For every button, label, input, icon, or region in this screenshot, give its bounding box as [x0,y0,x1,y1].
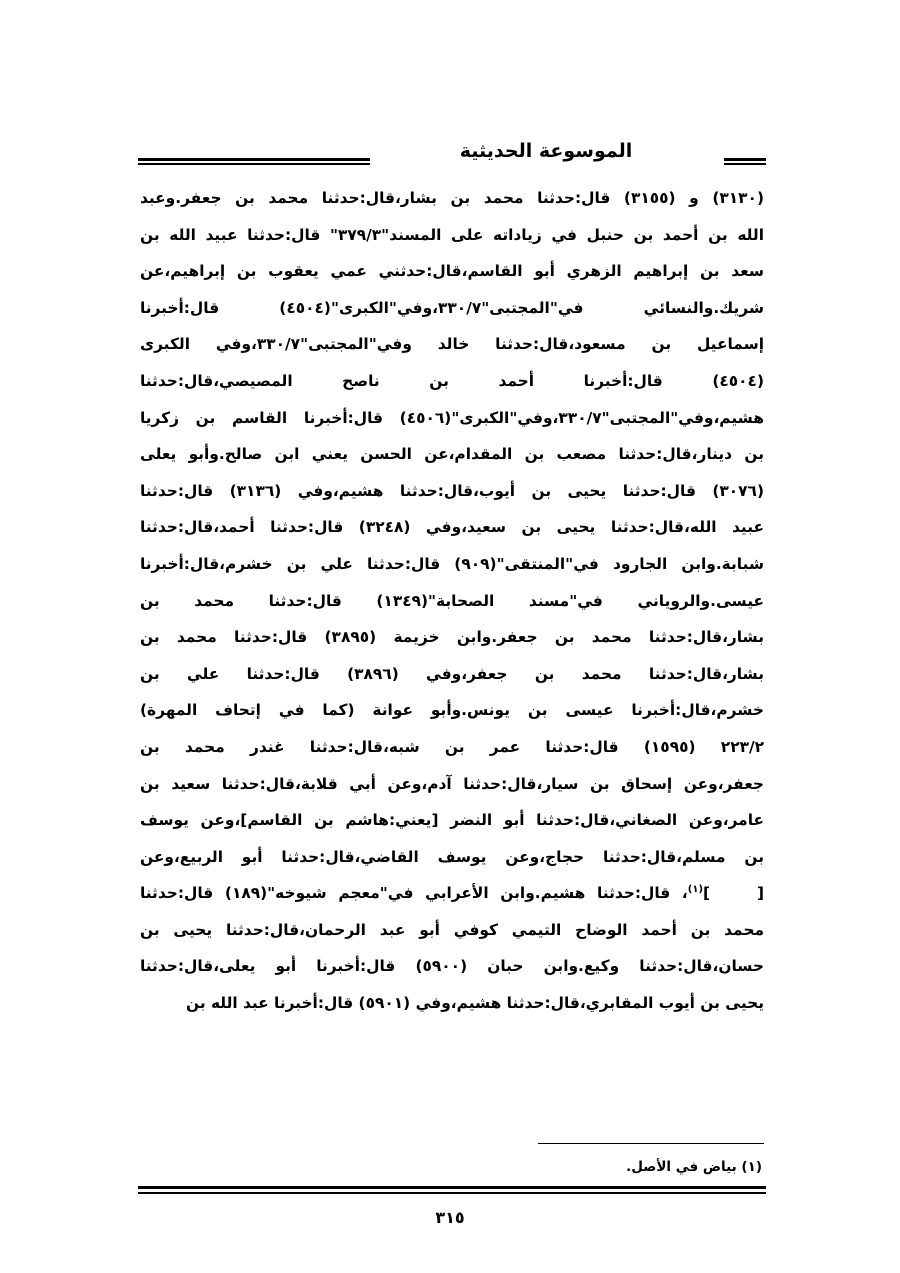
footer-rule-thin [138,1192,766,1194]
header-rule-right [724,158,766,161]
text-line: (٣٠٧٦) قال:حدثنا يحيى بن أيوب،قال:حدثنا هشيم،وفي (٣١٣٦) قال:حدثنا [140,481,764,500]
header-rule-left-thin [138,163,370,165]
text-line: حسان،قال:حدثنا وكيع.وابن حبان (٥٩٠٠) قال:أخبرنا أبو يعلى،قال:حدثنا [140,957,764,976]
text-line: عيسى.والروياني في"مسند الصحابة"(١٣٤٩) قال:حدثنا محمد بن [140,591,764,610]
footnote-reference: (١) [687,884,704,896]
text-line: إسماعيل بن مسعود،قال:حدثنا خالد وفي"المجتبى"٣٣٠/٧،وفي الكبرى [140,335,764,354]
footer-rule [138,1186,766,1189]
text-line: شبابة.وابن الجارود في"المنتقى"(٩٠٩) قال:حدثنا علي بن خشرم،قال:أخبرنا [140,554,764,573]
text-line: (٤٥٠٤) قال:أخبرنا أحمد بن ناصح المصيصي،قال:حدثنا [140,371,764,390]
blank-bracket-open: [ [756,884,764,903]
text-line: يحيى بن أيوب المقابري،قال:حدثنا هشيم،وفي (٥٩٠١) قال:أخبرنا عبد الله بن [185,994,764,1013]
text-line: الله بن أحمد بن حنبل في زياداته على المسند"٣٧٩/٣" قال:حدثنا عبيد الله بن [140,225,764,244]
running-header [138,132,766,172]
text-line: شريك.والنسائي في"المجتبى"٣٣٠/٧،وفي"الكبرى"(٤٥٠٤) قال:أخبرنا [140,298,764,317]
text-line: عامر،وعن الصغاني،قال:حدثنا أبو النضر [يعني:هاشم بن القاسم]،وعن يوسف [140,811,764,830]
text-line-rest: ، قال:حدثنا هشيم.وابن الأعرابي في"معجم شيوخه"(١٨٩) قال:حدثنا [140,884,688,903]
footnote: (١) بياض في الأصل. [626,1159,762,1175]
text-line: سعد بن إبراهيم الزهري أبو القاسم،قال:حدثني عمي يعقوب بن إبراهيم،عن [140,262,764,281]
body-text [140,180,764,1022]
text-line: خشرم،قال:أخبرنا عيسى بن يونس.وأبو عوانة (كما في إتحاف المهرة) [140,701,764,720]
text-line: بن دينار،قال:حدثنا مصعب بن المقدام،عن الحسن يعني ابن صالح.وأبو يعلى [140,445,764,464]
text-line: (٣١٣٠) و (٣١٥٥) قال:حدثنا محمد بن بشار،قال:حدثنا محمد بن جعفر.وعبد [140,189,764,207]
text-line: هشيم،وفي"المجتبى"٣٣٠/٧،وفي"الكبرى"(٤٥٠٦) قال:أخبرنا القاسم بن زكريا [140,408,764,427]
header-rule-right-thin [724,163,766,165]
page-number: ٣١٥ [435,1208,465,1227]
text-line: عبيد الله،قال:حدثنا يحيى بن سعيد،وفي (٣٢٤٨) قال:حدثنا أحمد،قال:حدثنا [140,518,764,537]
text-line-with-footnote [140,875,764,912]
footnote-separator [538,1143,764,1144]
text-line: ٢٢٣/٢ (١٥٩٥) قال:حدثنا عمر بن شبه،قال:حدثنا غندر محمد بن [140,737,764,756]
text-line: بن مسلم،قال:حدثنا حجاج،وعن يوسف القاضي،قال:حدثنا أبو الربيع،وعن [140,847,764,866]
blank-bracket-close: ] [703,884,711,903]
text-line: جعفر،وعن إسحاق بن سيار،قال:حدثنا آدم،وعن أبي قلابة،قال:حدثنا سعيد بن [140,774,764,793]
text-line: بشار،قال:حدثنا محمد بن جعفر،وفي (٣٨٩٦) قال:حدثنا علي بن [140,664,764,683]
text-line: محمد بن أحمد الوضاح التيمي كوفي أبو عبد الرحمان،قال:حدثنا يحيى بن [140,920,764,939]
text-line: بشار،قال:حدثنا محمد بن جعفر.وابن خزيمة (٣٨٩٥) قال:حدثنا محمد بن [140,628,764,647]
header-title: الموسوعة الحديثية [459,140,633,162]
header-rule-left [138,158,370,161]
